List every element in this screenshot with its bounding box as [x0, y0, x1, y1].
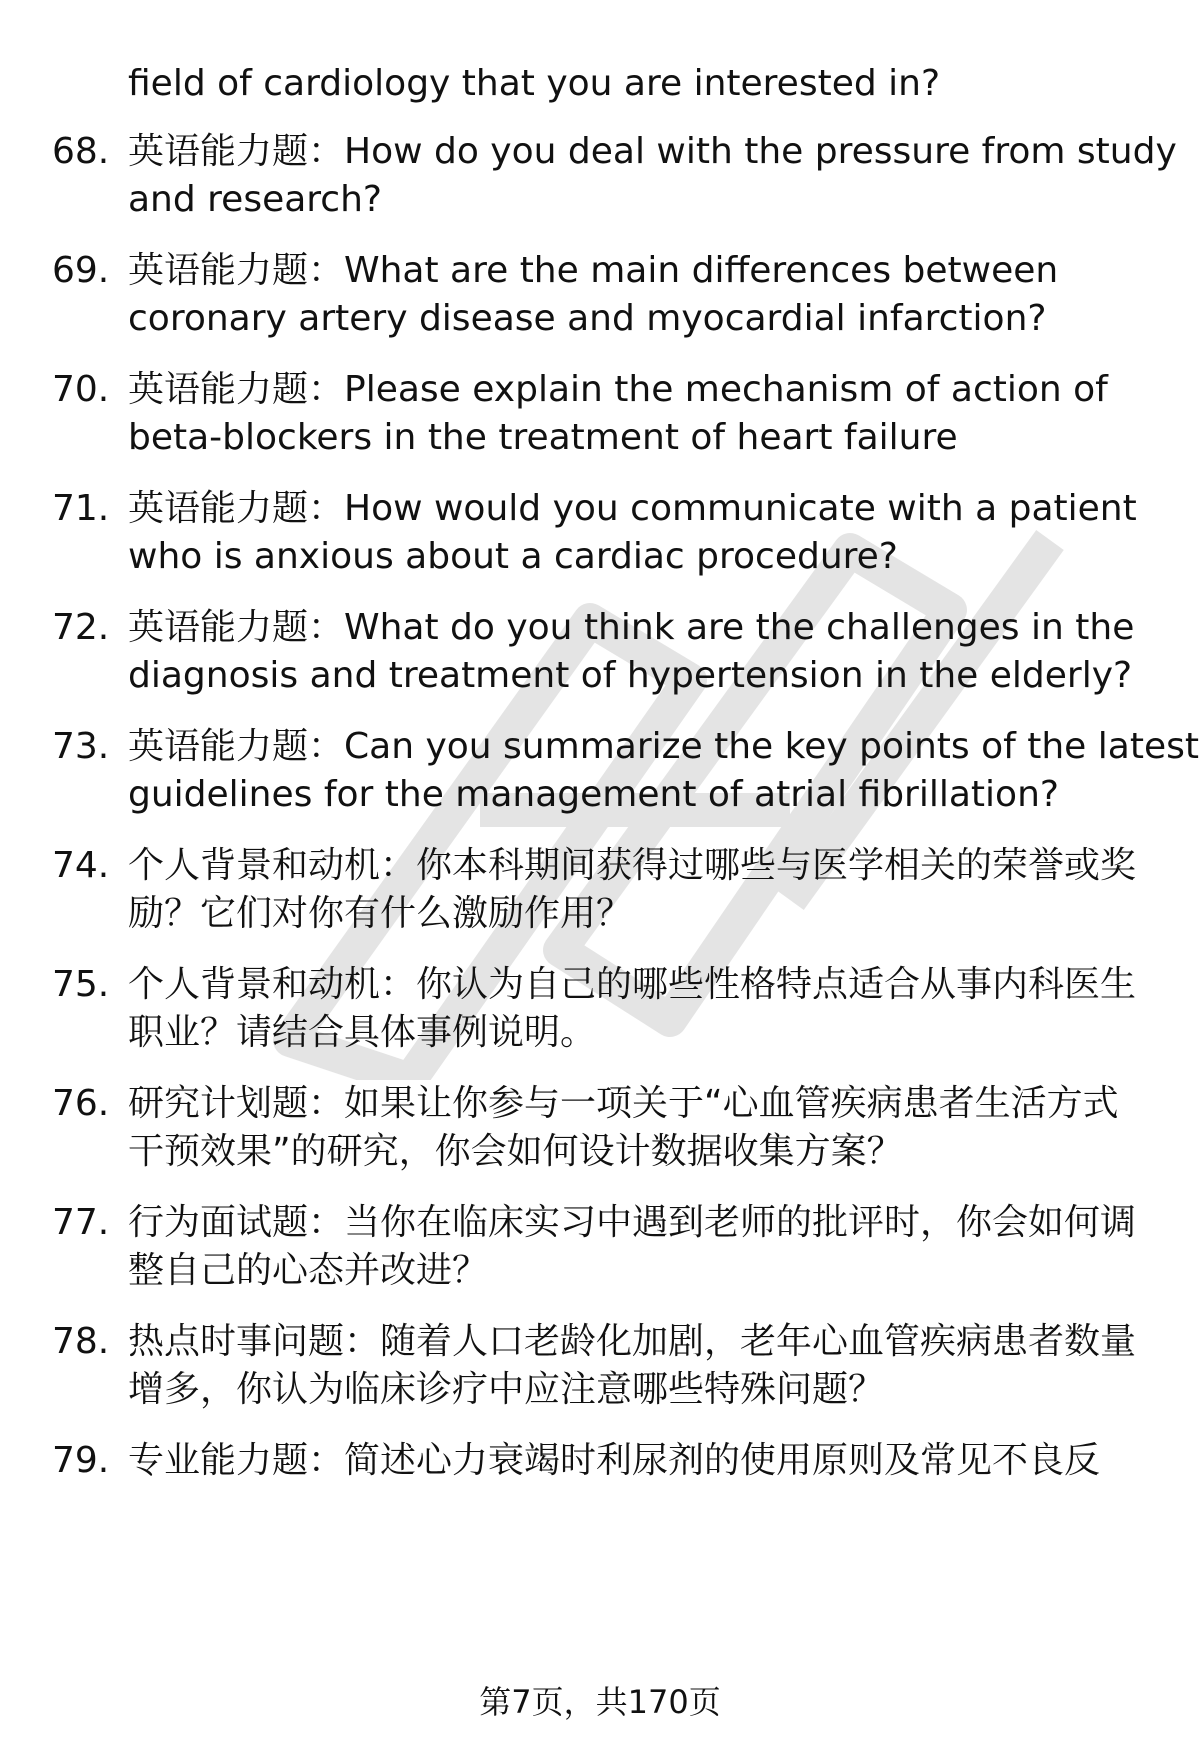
question-text — [128, 1080, 1168, 1176]
question-text-line: diagnosis and treatment of hypertension in the elderly? — [128, 655, 1133, 696]
question-text-line: 励？它们对你有什么激励作用？ — [128, 893, 633, 934]
question-text — [128, 485, 1168, 581]
question-text — [128, 723, 1199, 819]
continued-question-text: field of cardiology that you are interested in? — [128, 63, 941, 104]
question-text — [128, 1199, 1168, 1295]
question-text-line: 英语能力题：Please explain the mechanism of action of — [128, 369, 1108, 410]
page-footer: 第7页，共170页 — [479, 1683, 721, 1721]
question-text — [128, 128, 1177, 224]
question-text-line: 增多，你认为临床诊疗中应注意哪些特殊问题？ — [128, 1369, 885, 1410]
question-text-line: beta-blockers in the treatment of heart failure — [128, 417, 958, 458]
question-text-line: 干预效果”的研究，你会如何设计数据收集方案？ — [128, 1131, 903, 1172]
question-text-line: 热点时事问题：随着人口老龄化加剧，老年心血管疾病患者数量 — [128, 1321, 1137, 1362]
question-number: 77. — [52, 1202, 110, 1243]
question-number: 73. — [52, 726, 110, 767]
question-number: 79. — [52, 1440, 110, 1481]
question-text-line: 个人背景和动机：你认为自己的哪些性格特点适合从事内科医生 — [128, 964, 1137, 1005]
question-number: 69. — [52, 250, 110, 291]
question-text — [128, 842, 1168, 938]
question-text-line: coronary artery disease and myocardial infarction? — [128, 298, 1047, 339]
question-text — [128, 1437, 1168, 1485]
question-text — [128, 366, 1168, 462]
question-number: 71. — [52, 488, 110, 529]
question-text-line: 专业能力题：简述心力衰竭时利尿剂的使用原则及常见不良反 — [128, 1440, 1101, 1481]
question-text — [128, 961, 1168, 1057]
question-number: 74. — [52, 845, 110, 886]
question-text-line: 英语能力题：How do you deal with the pressure from study — [128, 131, 1177, 172]
question-text-line: guidelines for the management of atrial fibrillation? — [128, 774, 1059, 815]
question-text-line: 行为面试题：当你在临床实习中遇到老师的批评时，你会如何调 — [128, 1202, 1137, 1243]
question-number: 78. — [52, 1321, 110, 1362]
question-number: 76. — [52, 1083, 110, 1124]
question-text-line: 英语能力题：How would you communicate with a patient — [128, 488, 1137, 529]
question-text-line: 个人背景和动机：你本科期间获得过哪些与医学相关的荣誉或奖 — [128, 845, 1137, 886]
question-text-line: 研究计划题：如果让你参与一项关于“心血管疾病患者生活方式 — [128, 1083, 1119, 1124]
question-text-line: 英语能力题：Can you summarize the key points of the latest — [128, 726, 1199, 767]
question-text — [128, 1318, 1168, 1414]
question-number: 68. — [52, 131, 110, 172]
question-text — [128, 247, 1168, 343]
question-text-line: 整自己的心态并改进？ — [128, 1250, 489, 1291]
question-text-line: 职业？请结合具体事例说明。 — [128, 1012, 597, 1053]
question-text-line: 英语能力题：What are the main differences between — [128, 250, 1059, 291]
question-text — [128, 604, 1168, 700]
question-text-line: 英语能力题：What do you think are the challenges in the — [128, 607, 1135, 648]
question-text-line: and research? — [128, 179, 383, 220]
question-text-line: who is anxious about a cardiac procedure? — [128, 536, 898, 577]
question-number: 70. — [52, 369, 110, 410]
question-number: 72. — [52, 607, 110, 648]
question-number: 75. — [52, 964, 110, 1005]
